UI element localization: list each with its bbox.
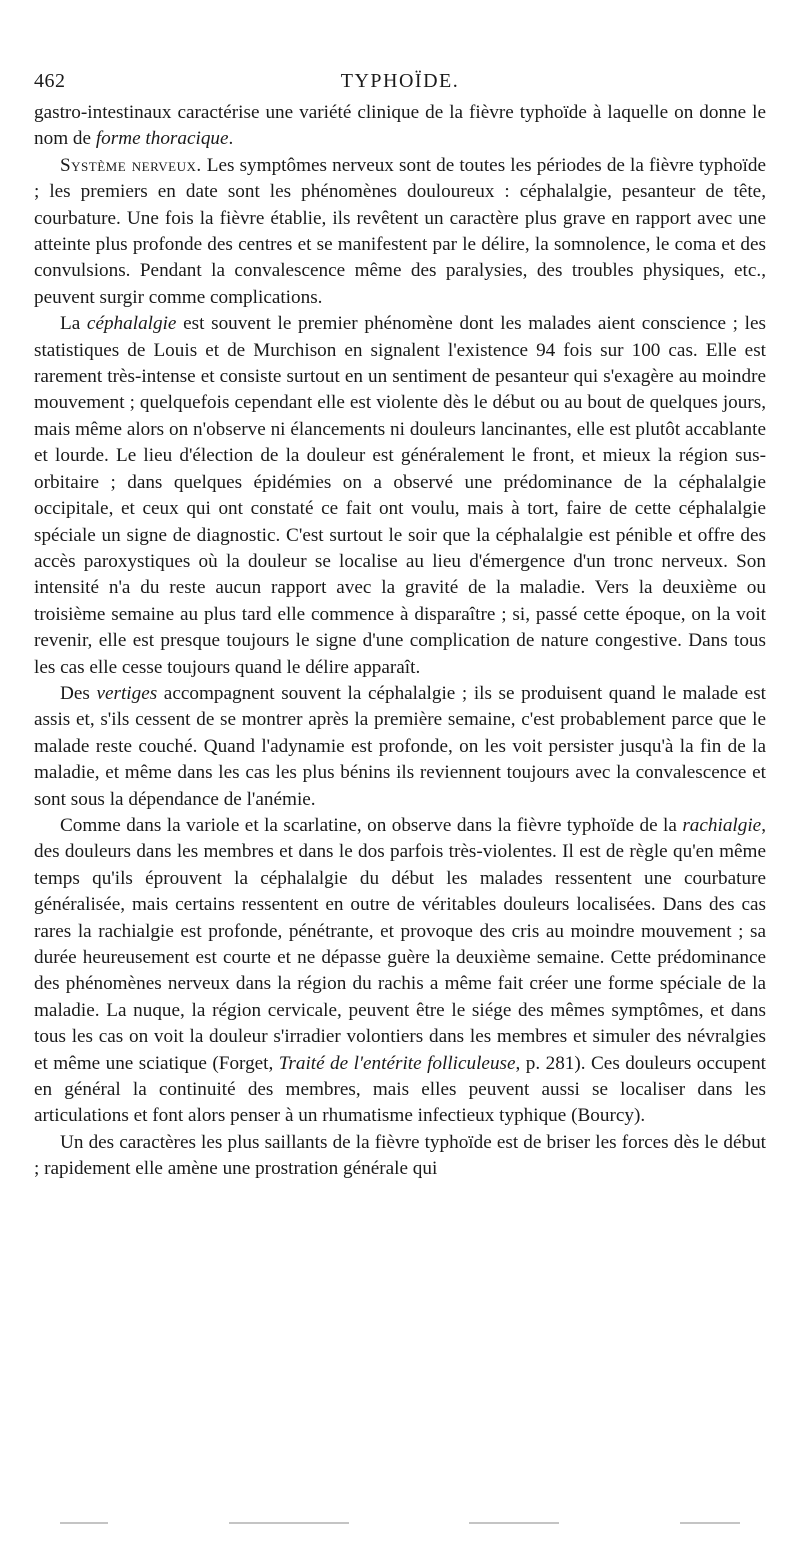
paragraph — [34, 1130, 766, 1183]
body-text — [34, 100, 766, 1183]
text-run: gastro-intestinaux caractérise une variété clinique de la fièvre typhoïde à laquelle on donne le nom de — [34, 102, 766, 150]
italic-term: céphalalgie — [86, 313, 177, 335]
text-run: La — [60, 313, 87, 335]
paragraph — [34, 813, 766, 1130]
text-run: Des — [60, 682, 97, 704]
text-run: , p. 281). Ces douleurs occupent en général la continuité des membres, mais elles peuvent aussi se localiser dans les articulations et font alors penser à un rhumatisme infectieux typhique (Bourcy). — [34, 1052, 766, 1127]
text-run: Comme dans la variole et la scarlatine, on observe dans la fièvre typhoïde de la — [60, 814, 683, 836]
text-run: est souvent le premier phénomène dont les malades aient conscience ; les statistiques de Louis et de Murchison en signalent l'existence 94 fois sur 100 cas. Elle est rarement très-intense et consiste surtout en un sentiment de pesanteur qui s'exagère au moindre mouvement ; quelquefois cependant elle est violente dès le début ou au bout de quelques jours, mais même alors on n'observe ni élancements ni douleurs lancinantes, elle est plutôt accablante et lourde. Le lieu d'élection de la douleur est généralement le front, et mieux la région sus-orbitaire ; dans quelques épidémies on a observé une prédominance de la céphalalgie occipitale, et ceux qui ont constaté ce fait ont voulu, mais à tort, faire de cette céphalalgie spéciale un signe de diagnostic. C'est surtout le soir que la céphalalgie est pénible et offre des accès paroxystiques où la douleur se localise au lieu d'émergence d'un tronc nerveux. Son intensité n'a du reste aucun rapport avec la gravité de la maladie. Vers la deuxième ou troisième semaine au plus tard elle commence à disparaître ; si, passé cette époque, on la voit revenir, elle est presque toujours le signe d'une complication de nature congestive. Dans tous les cas elle cesse toujours quand le délire apparaît. — [34, 313, 766, 678]
text-run: accompagnent souvent la céphalalgie ; ils se produisent quand le malade est assis et, s'ils cessent de se montrer après la première semaine, c'est probablement parce que le malade reste couché. Quand l'adynamie est profonde, on les voit persister jusqu'à la fin de la maladie, et même dans les cas les plus bénins ils reviennent toujours avec la convalescence et sont sous la dépendance de l'anémie. — [34, 682, 766, 810]
paragraph — [34, 311, 766, 681]
running-head: TYPHOÏDE. — [340, 70, 460, 92]
text-run: . — [228, 128, 234, 150]
paragraph — [34, 681, 766, 813]
italic-term: Traité de l'entérite folliculeuse — [278, 1052, 516, 1074]
text-run: , des douleurs dans les membres et dans le dos parfois très-violentes. Il est de règle qu'en même temps qu'ils éprouvent la céphalalgie du début les malades ressentent une courbature généralisée, mais certains ressentent en outre de véritables douleurs localisées. Dans des cas rares la rachialgie est profonde, pénétrante, et provoque des cris au moindre mouvement ; sa durée heureusement est courte et ne dépasse guère la deuxième semaine. Cette prédominance des phénomènes nerveux dans la région du rachis a même fait créer une forme spéciale de la maladie. La nuque, la région cervicale, peuvent être le siége des mêmes symptômes, et dans tous les cas on voit la douleur s'irradier volontiers dans les membres et simuler des névralgies et même une sciatique (Forget, — [34, 814, 766, 1074]
italic-term: rachialgie — [682, 814, 762, 836]
text-run: Les symptômes nerveux sont de toutes les périodes de la fièvre typhoïde ; les premiers en date sont les phénomènes douloureux : céphalalgie, pesanteur de tête, courbature. Une fois la fièvre établie, ils revêtent un caractère plus grave en rapport avec une atteinte plus profonde des centres et se manifestent par le délire, la somnolence, le coma et des convulsions. Pendant la convalescence même des paralysies, des troubles physiques, etc., peuvent surgir comme complications. — [34, 154, 766, 308]
text-run: Un des caractères les plus saillants de la fièvre typhoïde est de briser les forces dès le début ; rapidement elle amène une prostration générale qui — [34, 1131, 766, 1180]
paragraph — [34, 153, 766, 311]
page-header — [34, 70, 766, 100]
footer-scan-marks — [60, 1522, 740, 1526]
page-number: 462 — [34, 70, 66, 92]
paragraph — [34, 100, 766, 153]
section-heading: Système nerveux. — [60, 154, 202, 176]
italic-term: forme thoracique — [95, 128, 229, 150]
italic-term: vertiges — [96, 682, 158, 704]
